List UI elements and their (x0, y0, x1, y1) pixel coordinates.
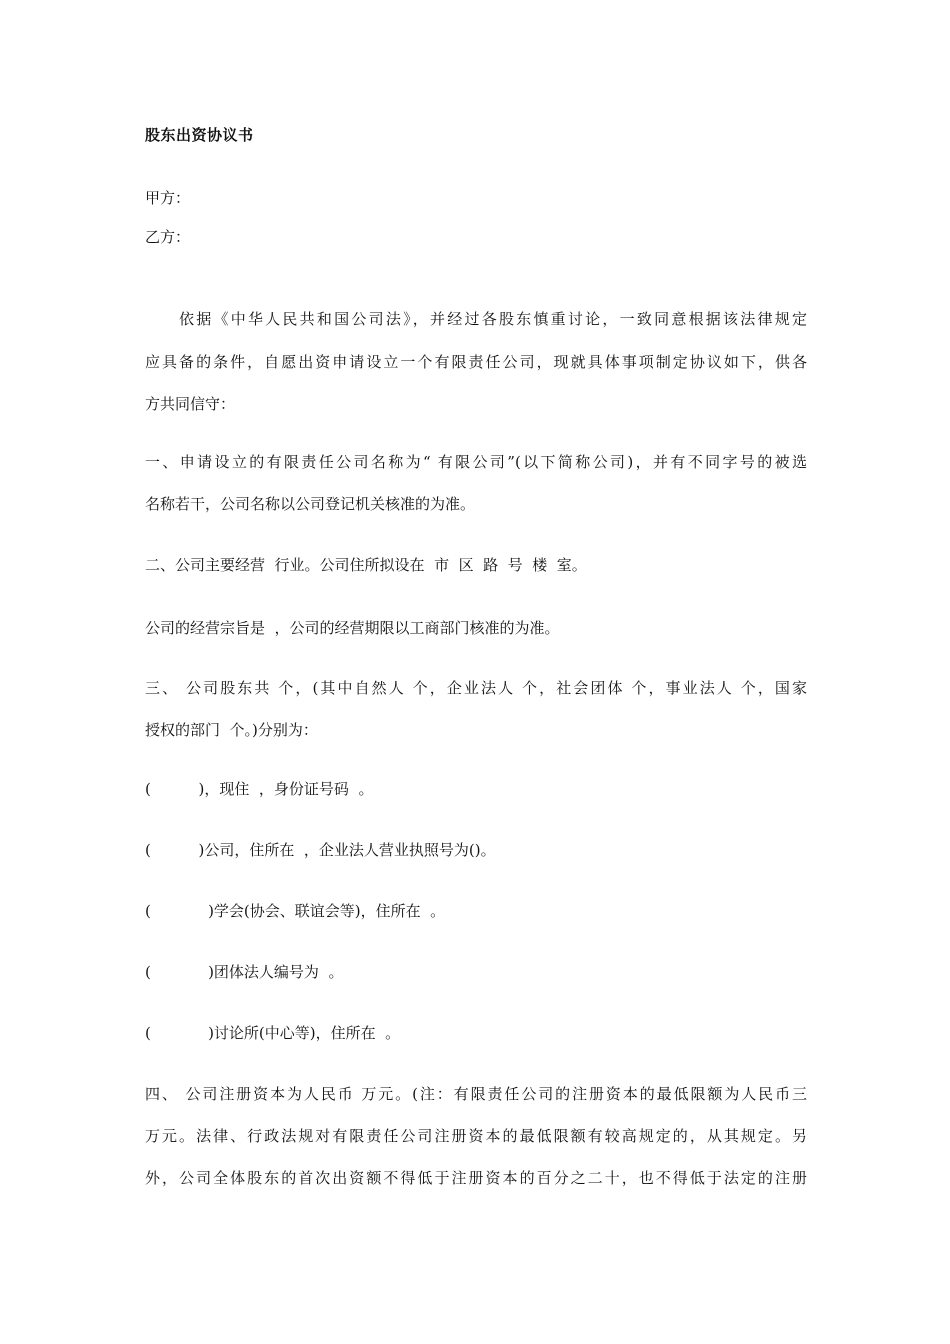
party-b-label: 乙方： (145, 228, 191, 246)
intro-line-2: 应具备的条件，自愿出资申请设立一个有限责任公司，现就具体事项制定协议如下，供各 (145, 353, 807, 371)
shareholder-line-2: ( )公司，住所在 ，企业法人营业执照号为()。 (145, 841, 496, 859)
clause-4-line-3: 外，公司全体股东的首次出资额不得低于注册资本的百分之二十，也不得低于法定的注册 (145, 1169, 807, 1187)
clause-1-line-1: 一、申请设立的有限责任公司名称为“ 有限公司”(以下简称公司)，并有不同字号的被选 (145, 453, 807, 471)
clause-2-purpose: 公司的经营宗旨是 ，公司的经营期限以工商部门核准的为准。 (145, 619, 560, 637)
party-a-label: 甲方： (145, 189, 191, 207)
clause-3-line-2: 授权的部门 个。)分别为： (145, 721, 318, 739)
clause-3-line-1: 三、 公司股东共 个，(其中自然人 个，企业法人 个，社会团体 个，事业法人 个，国家 (145, 679, 807, 697)
clause-2: 二、公司主要经营 行业。公司住所拟设在 市 区 路 号 楼 室。 (145, 556, 587, 574)
clause-4-line-1: 四、 公司注册资本为人民币 万元。(注：有限责任公司的注册资本的最低限额为人民币三 (145, 1085, 807, 1103)
shareholder-line-4: ( )团体法人编号为 。 (145, 963, 344, 981)
clause-1-line-2: 名称若干，公司名称以公司登记机关核准的为准。 (145, 495, 476, 513)
document-title: 股东出资协议书 (145, 126, 254, 144)
intro-line-3: 方共同信守： (145, 395, 236, 413)
clause-4-line-2: 万元。法律、行政法规对有限责任公司注册资本的最低限额有较高规定的，从其规定。另 (145, 1127, 807, 1145)
shareholder-line-3: ( )学会(协会、联谊会等)，住所在 。 (145, 902, 446, 920)
intro-line-1: 依据《中华人民共和国公司法》，并经过各股东慎重讨论，一致同意根据该法律规定 (179, 310, 807, 328)
shareholder-line-1: ( )，现住 ，身份证号码 。 (145, 780, 374, 798)
shareholder-line-5: ( )讨论所(中心等)，住所在 。 (145, 1024, 401, 1042)
